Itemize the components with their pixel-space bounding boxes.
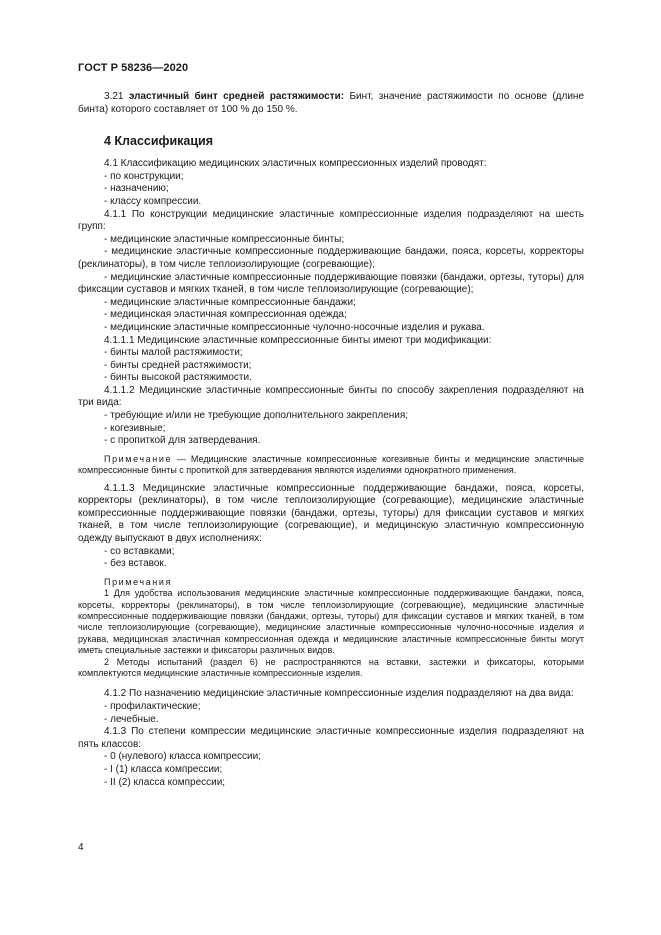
note-1	[78, 454, 584, 477]
note-item-1: 1 Для удобства использования медицинские эластичные компрессионные поддерживающие бандажи, пояса, корсеты, корректоры (реклинаторы), в том числе теплоизолирующие (согревающие), медицинские эластичные компрессионные поддерживающие повязки (бандажи, ортезы, туторы) для фиксации суставов и мягких тканей, в том числе теплоизолирующие (согревающие), медицинские эластичные компрессионные чулочно-носочные изделия и рукава, медицинская эластичная компрессионная одежда и медицинские эластичные компрессионные бинты могут иметь специальные застежки и фиксаторы различных видов.	[78, 588, 584, 656]
clause-4-1-1: 4.1.1 По конструкции медицинские эластичные компрессионные изделия подразделяют на шесть групп:	[78, 208, 584, 233]
clause-4-1-2: 4.1.2 По назначению медицинские эластичные компрессионные изделия подразделяют на два вида:	[104, 688, 574, 700]
list-item: - бинты средней растяжимости;	[104, 359, 252, 371]
standard-header: ГОСТ Р 58236—2020	[78, 62, 189, 74]
page-content	[78, 91, 584, 789]
clause-4-1: 4.1 Классификацию медицинских эластичных компрессионных изделий проводят:	[104, 158, 487, 170]
list-item: - назначению;	[104, 183, 169, 195]
list-item: - со вставками;	[104, 545, 175, 557]
term-number: 3.21	[104, 91, 124, 102]
list-item: - классу компрессии.	[104, 195, 202, 207]
term-title: эластичный бинт средней растяжимости:	[128, 91, 345, 102]
list-item: - по конструкции;	[104, 170, 184, 182]
note-label: Примечание	[104, 453, 173, 464]
notes-heading: Примечания	[104, 576, 172, 587]
page-number: 4	[78, 842, 84, 853]
list-item: - требующие и/или не требующие дополнительного закрепления;	[104, 410, 409, 422]
list-item: - медицинские эластичные компрессионные бинты;	[104, 233, 345, 245]
list-item: - бинты высокой растяжимости.	[104, 372, 252, 384]
list-item: - профилактические;	[104, 701, 201, 713]
list-item: - медицинские эластичные компрессионные поддерживающие повязки (бандажи, ортезы, туторы) для фиксации суставов и мягких тканей, в том числе теплоизолирующие (согревающие);	[78, 271, 584, 296]
term-3-21	[78, 91, 584, 116]
list-item: - 0 (нулевого) класса компрессии;	[104, 751, 261, 763]
clause-4-1-1-1: 4.1.1.1 Медицинские эластичные компрессионные бинты имеют три модификации:	[104, 334, 492, 346]
list-item: - лечебные.	[104, 713, 159, 725]
notes-label	[78, 577, 584, 588]
list-item: - медицинские эластичные компрессионные бандажи;	[104, 296, 356, 308]
list-item: - II (2) класса компрессии;	[104, 776, 226, 788]
list-item: - с пропиткой для затвердевания.	[104, 435, 261, 447]
list-item: - медицинская эластичная компрессионная одежда;	[104, 309, 347, 321]
term-definition: Бинт, значение растяжимости по основе (длине бинта) которого составляет от 100 % до 150 %.	[78, 91, 585, 115]
note-text: — Медицинские эластичные компрессионные когезивные бинты и медицинские эластичные компрессионные бинты с пропиткой для затвердевания являются изделиями однократного применения.	[78, 453, 584, 476]
list-item: - I (1) класса компрессии;	[104, 764, 223, 776]
list-item: - бинты малой растяжимости;	[104, 347, 243, 359]
list-item: - медицинские эластичные компрессионные поддерживающие бандажи, пояса, корсеты, корректоры (реклинаторы), в том числе теплоизолирующие (согревающие);	[78, 246, 584, 270]
clause-4-1-1-3: 4.1.1.3 Медицинские эластичные компрессионные поддерживающие бандажи, пояса, корсеты, корректоры (реклинаторы), в том числе теплоизолирующие (согревающие), медицинские эластичные компрессионные поддерживающие повязки (бандажи, ортезы, туторы) для фиксации суставов и мягких тканей, в том числе теплоизолирующие (согревающие), и медицинскую эластичную компрессионную одежду выпускают в двух исполнениях:	[78, 482, 584, 545]
clause-4-1-3: 4.1.3 По степени компрессии медицинские эластичные компрессионные изделия подразделяют на пять классов:	[78, 726, 584, 750]
list-item: - медицинские эластичные компрессионные чулочно-носочные изделия и рукава.	[104, 321, 485, 333]
note-item-2: 2 Методы испытаний (раздел 6) не распространяются на вставки, застежки и фиксаторы, которыми комплектуются медицинские эластичные компрессионные изделия.	[78, 656, 584, 679]
list-item: - когезивные;	[104, 422, 166, 434]
clause-4-1-1-2: 4.1.1.2 Медицинские эластичные компрессионные бинты по способу закрепления подразделяют на три вида:	[78, 384, 584, 409]
list-item: - без вставок.	[104, 558, 167, 570]
section-heading: 4 Классификация	[104, 134, 214, 149]
